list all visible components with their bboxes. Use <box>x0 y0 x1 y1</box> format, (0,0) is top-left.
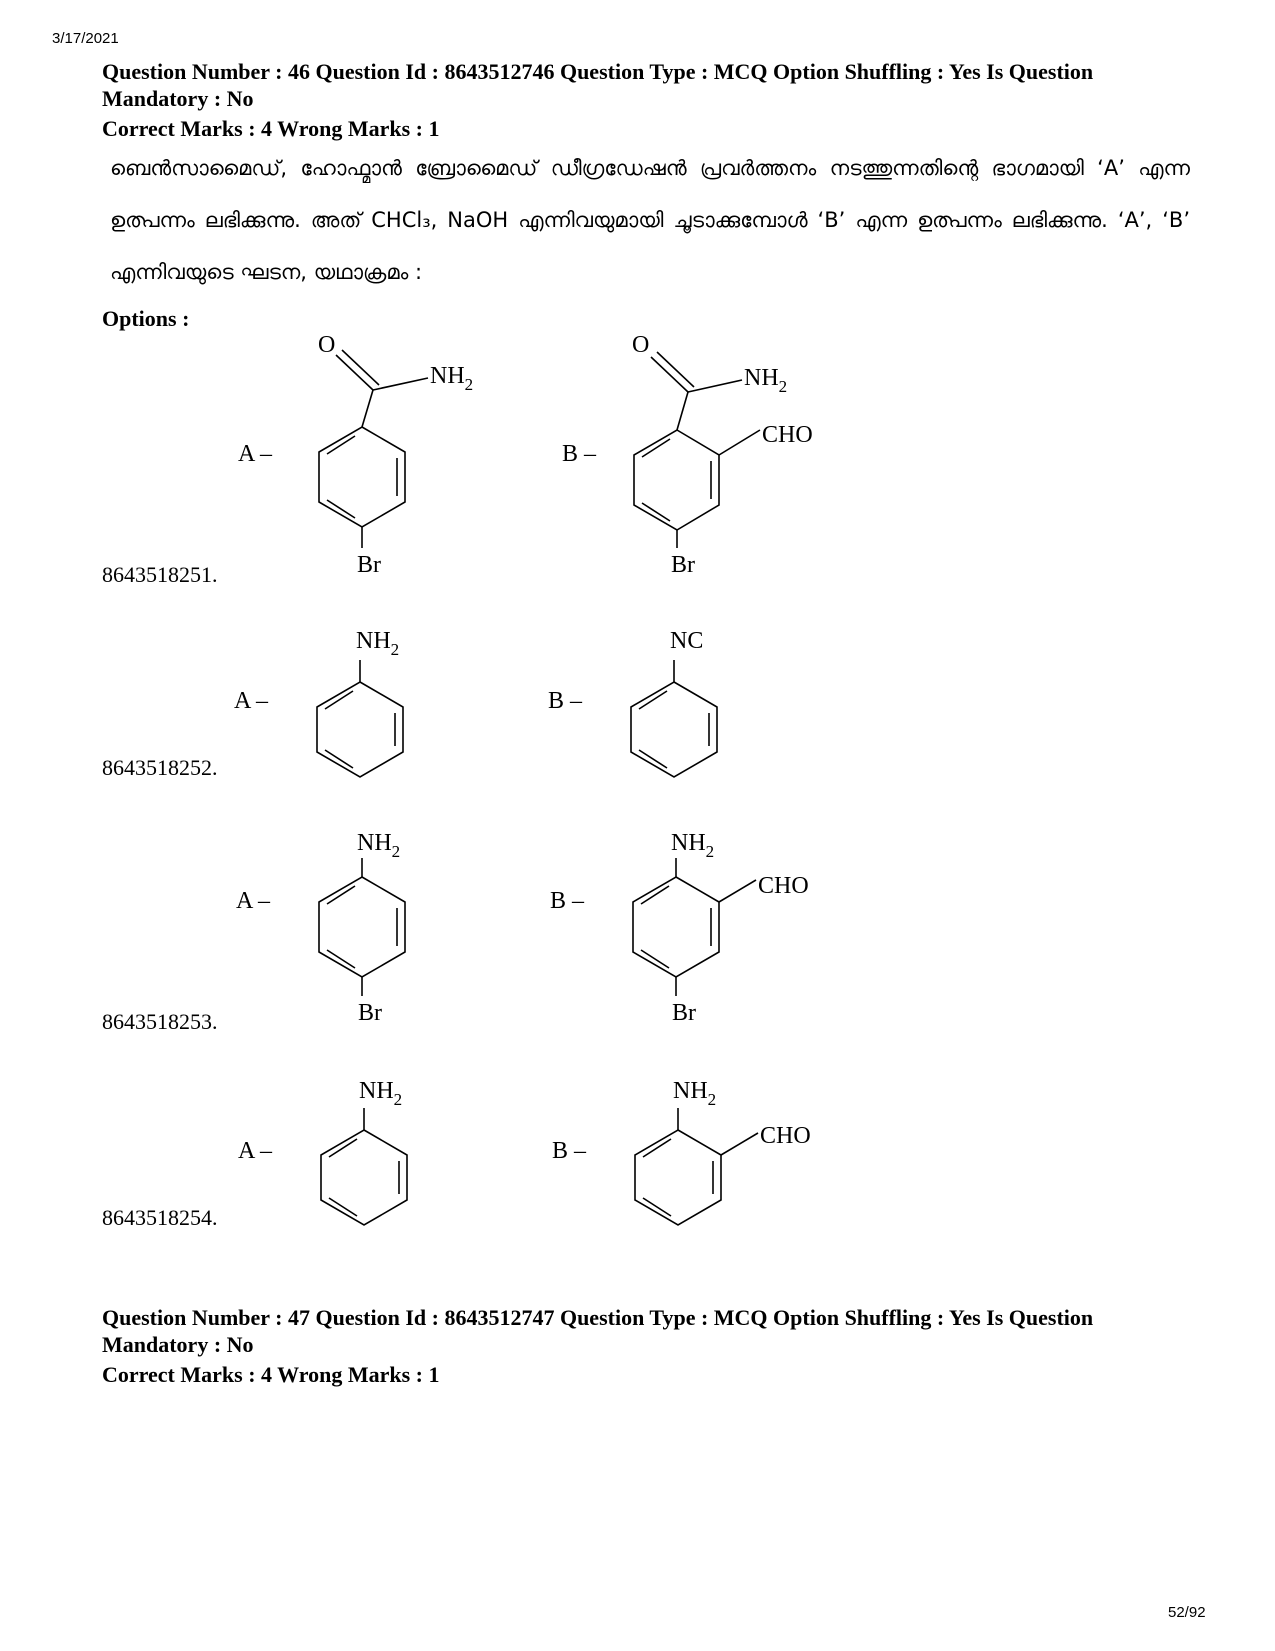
option-4-b-aldehyde: CHO <box>760 1123 811 1149</box>
question-47-header: Question Number : 47 Question Id : 8643512747 Question Type : MCQ Option Shuffling : Yes Is Question Mandatory : No <box>102 1305 1094 1357</box>
question-46-text: ബെൻസാമൈഡ്, ഹോഫ്മാൻ ബ്രോമൈഡ് ഡീഗ്രഡേഷൻ പ്രവർത്തനം നടത്തുന്നതിന്റെ ഭാഗമായി ‘A’ എന്ന ഉത്പന്നം ലഭിക്കുന്നു. അത് CHCl₃, NaOH എന്നിവയുമായി ചൂടാക്കുമ്പോൾ ‘B’ എന്ന ഉത്പന്നം ലഭിക്കുന്നു. ‘A’, ‘B’ എന്നിവയുടെ ഘടന, യഥാക്രമം : <box>110 156 1190 284</box>
option-2-b-label: B – <box>548 688 583 714</box>
option-1-b-amide: $NH_2$ <box>744 365 788 396</box>
option-1-id[interactable]: 8643518251. <box>102 562 218 587</box>
option-1-b-aldehyde: CHO <box>762 422 813 448</box>
option-4-b-ring <box>635 1130 721 1225</box>
option-2-a-amine: $NH_2$ <box>356 628 400 659</box>
question-46-marks: Correct Marks : 4 Wrong Marks : 1 <box>102 116 440 141</box>
option-2-id[interactable]: 8643518252. <box>102 755 218 780</box>
option-3-a-label: A – <box>236 888 271 914</box>
option-1-a-label: A – <box>238 441 273 467</box>
option-1-b-label: B – <box>562 441 597 467</box>
option-4-b-amine: $NH_2$ <box>673 1078 717 1109</box>
option-4-a-ring <box>321 1130 407 1225</box>
option-1-a-oxygen: O <box>318 332 336 358</box>
option-4-a-label: A – <box>238 1138 273 1164</box>
option-3-a-bromo: Br <box>358 1000 382 1026</box>
option-1-b-oxygen: O <box>632 332 650 358</box>
option-3-b-label: B – <box>550 888 585 914</box>
question-47-marks: Correct Marks : 4 Wrong Marks : 1 <box>102 1362 440 1387</box>
option-4-a-amine: $NH_2$ <box>359 1078 403 1109</box>
option-3-b-amine: $NH_2$ <box>671 830 715 861</box>
options-label: Options : <box>102 306 190 331</box>
option-2-b-isocyanide: NC <box>670 628 704 654</box>
option-4-b-label: B – <box>552 1138 587 1164</box>
option-3-a-amine: $NH_2$ <box>357 830 401 861</box>
option-1-a-bromo: Br <box>357 552 381 578</box>
option-1-b-bromo: Br <box>671 552 695 578</box>
option-4-id[interactable]: 8643518254. <box>102 1205 218 1230</box>
option-2-a-label: A – <box>234 688 269 714</box>
page-number: 52/92 <box>1168 1604 1206 1621</box>
print-date: 3/17/2021 <box>52 30 119 47</box>
option-3-b-aldehyde: CHO <box>758 873 809 899</box>
option-3-id[interactable]: 8643518253. <box>102 1009 218 1034</box>
question-46-header: Question Number : 46 Question Id : 8643512746 Question Type : MCQ Option Shuffling : Yes Is Question Mandatory : No <box>102 59 1094 111</box>
option-1-a-amide: $NH_2$ <box>430 363 474 394</box>
option-3-b-bromo: Br <box>672 1000 696 1026</box>
